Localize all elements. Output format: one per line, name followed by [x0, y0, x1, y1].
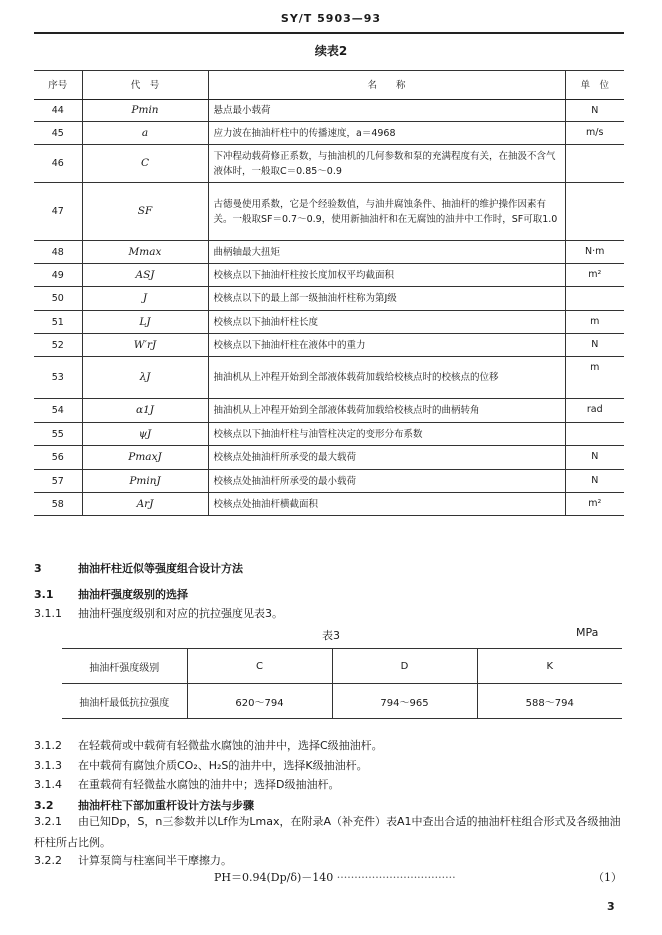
table-row	[34, 357, 624, 399]
table-row	[34, 264, 624, 287]
cell-no: 52	[34, 334, 82, 357]
clause-text: 计算泵筒与柱塞间半干摩擦力。	[78, 854, 232, 867]
cell-name: 校核点处抽油杆横截面积	[208, 493, 565, 516]
table-3-caption: 表3	[322, 629, 340, 642]
cell-code: C	[82, 145, 208, 183]
strength-table	[62, 648, 622, 719]
cell-name: 抽油机从上冲程开始到全部液体载荷加载给校核点时的校核点的位移	[208, 357, 565, 399]
symbol-table	[34, 70, 624, 516]
cell-code: ArJ	[82, 493, 208, 516]
cell-name: 悬点最小载荷	[208, 100, 565, 122]
table-row	[62, 649, 622, 684]
cell-code: PminJ	[82, 470, 208, 493]
strength-k: 588～794	[477, 684, 622, 719]
equation-number: （1）	[593, 871, 622, 884]
section-3-1-heading	[34, 586, 188, 602]
cell-code: λJ	[82, 357, 208, 399]
cell-name: 校核点以下抽油杆柱与油管柱决定的变形分布系数	[208, 423, 565, 446]
table-row	[34, 287, 624, 311]
cell-no: 51	[34, 311, 82, 334]
clause-3-2-1	[34, 811, 624, 853]
clause-number: 3.2.1	[34, 815, 62, 828]
col-header-no: 序号	[34, 71, 82, 100]
clause-text: 在中载荷有腐蚀介质CO₂、H₂S的油井中，选择K级抽油杆。	[78, 759, 368, 772]
row-label: 抽油杆强度级别	[62, 649, 187, 684]
cell-code: Mmax	[82, 241, 208, 264]
clause-text: 由已知Dp，S，n三参数并以Lf作为Lmax，在附录A（补充件）表A1中查出合适的抽油杆柱组合形式及各级抽油杆柱所占比例。	[34, 815, 621, 849]
cell-name: 校核点以下的最上部一级抽油杆柱称为第J级	[208, 287, 565, 311]
grade-k: K	[477, 649, 622, 684]
cell-unit	[565, 423, 624, 446]
formula-1	[214, 869, 622, 885]
cell-code: J	[82, 287, 208, 311]
cell-unit: N·m	[565, 241, 624, 264]
section-number: 3.1	[34, 588, 54, 601]
cell-code: W′rJ	[82, 334, 208, 357]
cell-code: SF	[82, 183, 208, 241]
clause-3-1-3	[34, 757, 368, 773]
table-row	[34, 423, 624, 446]
cell-name: 下冲程动载荷修正系数，与抽油机的几何参数和泵的充满程度有关，在抽汲不含气液体时，一般取C＝0.85～0.9	[208, 145, 565, 183]
cell-code: LJ	[82, 311, 208, 334]
cell-code: α1J	[82, 399, 208, 423]
table-row	[34, 145, 624, 183]
table-header-row	[34, 71, 624, 100]
cell-name: 校核点处抽油杆所承受的最大载荷	[208, 446, 565, 470]
table-row	[34, 470, 624, 493]
cell-unit: m²	[565, 493, 624, 516]
cell-unit	[565, 183, 624, 241]
table-row	[34, 334, 624, 357]
grade-d: D	[332, 649, 477, 684]
cell-name: 校核点以下抽油杆柱按长度加权平均截面积	[208, 264, 565, 287]
cell-no: 46	[34, 145, 82, 183]
cell-name: 应力波在抽油杆柱中的传播速度，a＝4968	[208, 122, 565, 145]
table-row	[34, 311, 624, 334]
cell-no: 53	[34, 357, 82, 399]
cell-code: ψJ	[82, 423, 208, 446]
row-label: 抽油杆最低抗拉强度	[62, 684, 187, 719]
table-row	[34, 493, 624, 516]
table-2-caption: 续表2	[314, 44, 348, 58]
cell-unit: m	[565, 311, 624, 334]
section-title: 抽油杆强度级别的选择	[78, 588, 188, 601]
cell-no: 57	[34, 470, 82, 493]
col-header-code: 代 号	[82, 71, 208, 100]
cell-unit: m²	[565, 264, 624, 287]
section-3-heading	[34, 560, 243, 576]
strength-c: 620～794	[187, 684, 332, 719]
section-number: 3	[34, 562, 42, 575]
table-row	[62, 684, 622, 719]
grade-c: C	[187, 649, 332, 684]
clause-number: 3.1.4	[34, 778, 62, 791]
header-rule	[34, 32, 624, 34]
section-title: 抽油杆柱下部加重杆设计方法与步骤	[78, 799, 254, 812]
cell-name: 校核点处抽油杆所承受的最小载荷	[208, 470, 565, 493]
cell-no: 47	[34, 183, 82, 241]
cell-no: 54	[34, 399, 82, 423]
table-row	[34, 241, 624, 264]
cell-unit: N	[565, 334, 624, 357]
cell-code: PmaxJ	[82, 446, 208, 470]
clause-text: 在轻载荷或中载荷有轻微盐水腐蚀的油井中，选择C级抽油杆。	[78, 739, 383, 752]
col-header-name: 名 称	[208, 71, 565, 100]
cell-no: 49	[34, 264, 82, 287]
clause-number: 3.1.1	[34, 607, 62, 620]
table-row	[34, 122, 624, 145]
page-header: SY/T 5903—93	[280, 12, 382, 25]
clause-number: 3.1.3	[34, 759, 62, 772]
cell-unit: m/s	[565, 122, 624, 145]
leader-dots: ··································	[336, 871, 456, 884]
clause-number: 3.2.2	[34, 854, 62, 867]
cell-unit: N	[565, 446, 624, 470]
clause-text: 抽油杆强度级别和对应的抗拉强度见表3。	[78, 607, 283, 620]
cell-no: 55	[34, 423, 82, 446]
table-row	[34, 446, 624, 470]
col-header-unit: 单 位	[565, 71, 624, 100]
clause-number: 3.1.2	[34, 739, 62, 752]
clause-3-2-2	[34, 852, 232, 868]
clause-text: 在重载荷有轻微盐水腐蚀的油井中；选择D级抽油杆。	[78, 778, 340, 791]
cell-code: ASJ	[82, 264, 208, 287]
cell-unit: N	[565, 100, 624, 122]
cell-unit: m	[565, 357, 624, 399]
section-number: 3.2	[34, 799, 54, 812]
cell-name: 抽油机从上冲程开始到全部液体载荷加载给校核点时的曲柄转角	[208, 399, 565, 423]
table-row	[34, 399, 624, 423]
table-row	[34, 183, 624, 241]
cell-unit: N	[565, 470, 624, 493]
cell-no: 56	[34, 446, 82, 470]
cell-no: 45	[34, 122, 82, 145]
page-number: 3	[607, 900, 615, 913]
cell-name: 校核点以下抽油杆柱在液体中的重力	[208, 334, 565, 357]
section-title: 抽油杆柱近似等强度组合设计方法	[78, 562, 243, 575]
cell-code: Pmin	[82, 100, 208, 122]
clause-3-1-1	[34, 605, 283, 621]
cell-name: 古德曼使用系数，它是个经验数值，与油井腐蚀条件、抽油杆的维护操作因素有关。一般取SF＝0.7～0.9，使用新抽油杆和在无腐蚀的油井中工作时，SF可取1.0	[208, 183, 565, 241]
cell-code: a	[82, 122, 208, 145]
cell-unit	[565, 145, 624, 183]
cell-no: 58	[34, 493, 82, 516]
clause-3-1-2	[34, 737, 383, 753]
cell-name: 校核点以下抽油杆柱长度	[208, 311, 565, 334]
clause-3-1-4	[34, 776, 339, 792]
cell-no: 48	[34, 241, 82, 264]
table-3-unit: MPa	[576, 626, 599, 639]
cell-name: 曲柄轴最大扭矩	[208, 241, 565, 264]
cell-no: 44	[34, 100, 82, 122]
table-row	[34, 100, 624, 122]
strength-d: 794～965	[332, 684, 477, 719]
cell-no: 50	[34, 287, 82, 311]
formula-expression: PH＝0.94(Dp/δ)－140	[214, 871, 334, 884]
cell-unit: rad	[565, 399, 624, 423]
cell-unit	[565, 287, 624, 311]
